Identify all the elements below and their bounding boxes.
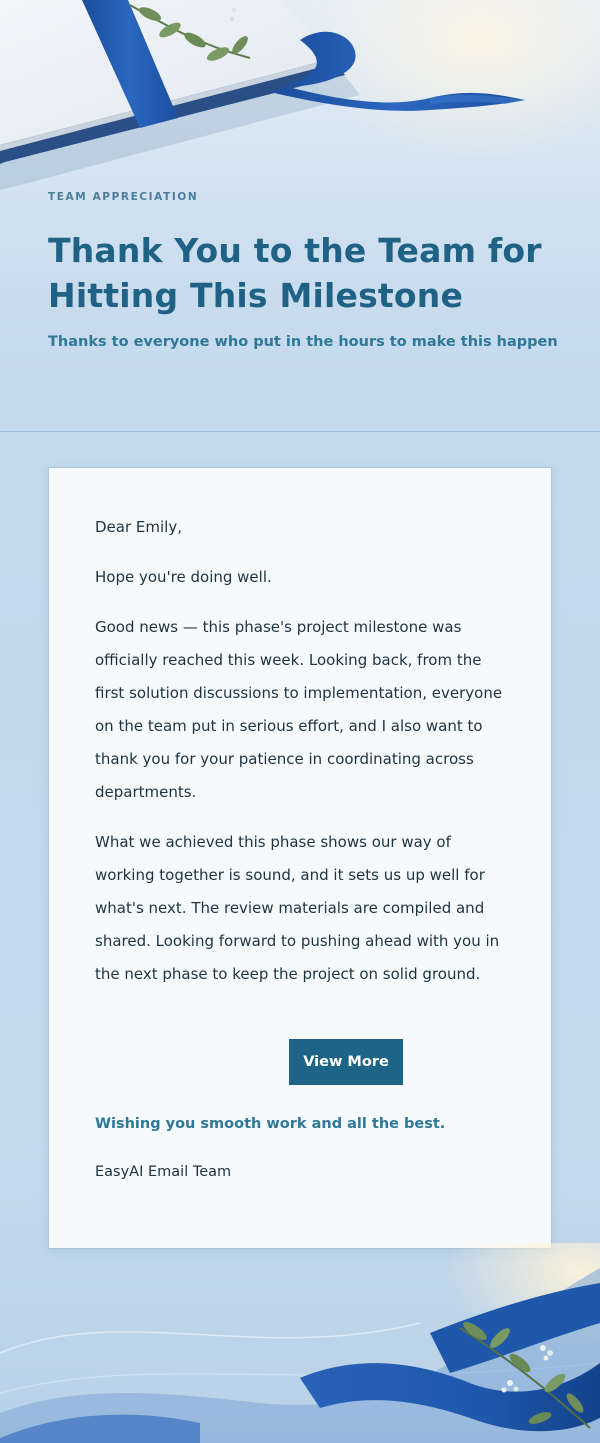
letter-signature: EasyAI Email Team — [95, 1164, 232, 1180]
letter-paragraph-2: What we achieved this phase shows our way of working together is sound, and it sets us up well for what's next. The review materials are compiled and shared. Looking forward to pushing ahead with you in the next phase to keep the project on solid ground. — [95, 833, 500, 983]
letter-opening: Hope you're doing well. — [95, 568, 272, 586]
letter-closing: Wishing you smooth work and all the best. — [95, 1116, 446, 1132]
view-more-button[interactable]: View More — [289, 1039, 403, 1085]
letter-card — [48, 467, 552, 1249]
ribbon-wave-illustration — [0, 1243, 600, 1443]
eyebrow-label: TEAM APPRECIATION — [48, 191, 199, 203]
hero-banner — [0, 0, 600, 432]
notebook-ribbon-illustration — [0, 0, 600, 200]
letter-paragraph-1: Good news — this phase's project milestone was officially reached this week. Looking back, from the first solution discussions to implementation, everyone on the team put in serious effort, and I also want to thank you for your patience in coordinating across departments. — [95, 618, 503, 801]
page-subtitle: Thanks to everyone who put in the hours to make this happen — [48, 334, 558, 350]
hero-divider — [0, 431, 600, 432]
page-title: Thank You to the Team for Hitting This Milestone — [48, 231, 542, 315]
letter-greeting: Dear Emily, — [95, 518, 182, 536]
